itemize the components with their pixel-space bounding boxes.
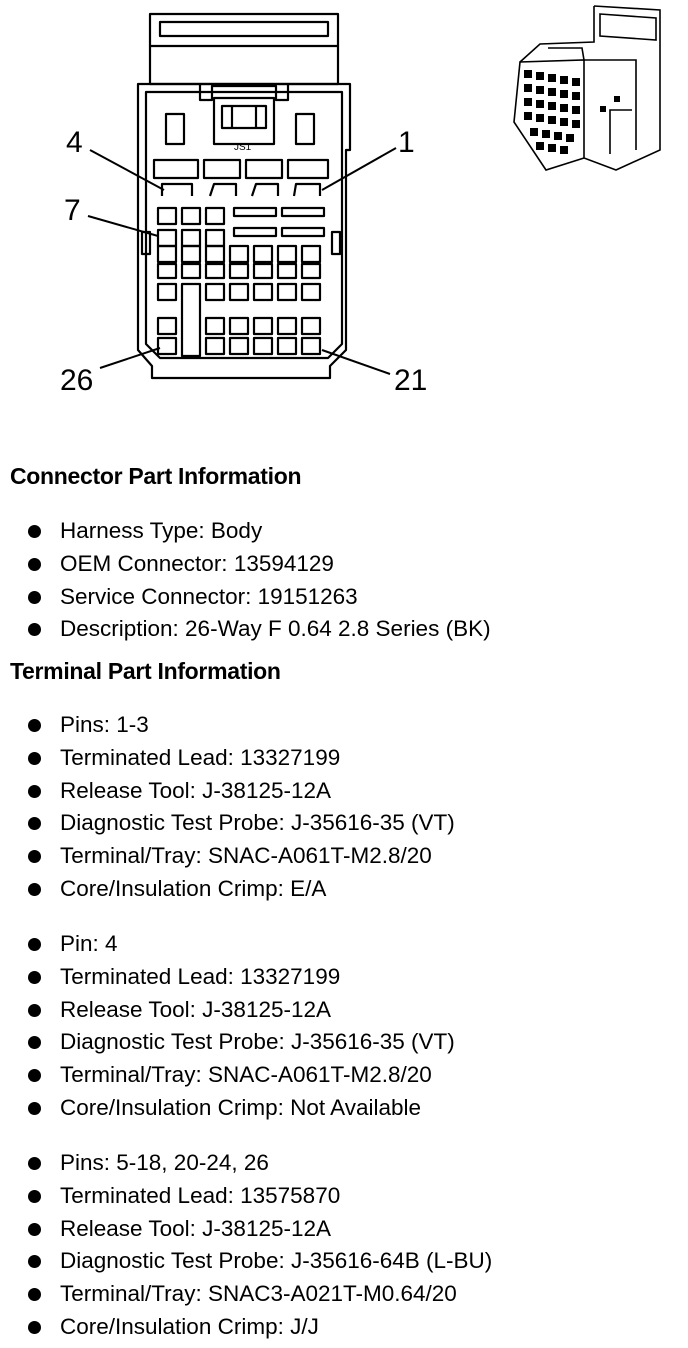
connector-info-heading: Connector Part Information [10,463,302,489]
leader-21 [322,350,390,374]
list-item: Diagnostic Test Probe: J-35616-35 (VT) [0,1026,455,1059]
callout-pin-4: 4 [66,126,83,159]
list-item: Pins: 1-3 [0,709,455,742]
callout-pin-21: 21 [394,364,428,397]
connector-diagram [0,0,688,420]
list-item: Description: 26-Way F 0.64 2.8 Series (BK) [0,613,491,646]
terminal-group-3 [0,1147,492,1344]
bullet-icon [28,1069,41,1082]
list-item: Pins: 5-18, 20-24, 26 [0,1147,492,1180]
list-item: Release Tool: J-38125-12A [0,1213,492,1246]
terminal-group-1 [0,709,455,906]
bullet-icon [28,558,41,571]
list-item: Diagnostic Test Probe: J-35616-64B (L-BU) [0,1245,492,1278]
bullet-icon [28,1036,41,1049]
list-item: Pin: 4 [0,928,455,961]
list-item: Terminated Lead: 13575870 [0,1180,492,1213]
terminal-group-2 [0,928,455,1125]
list-item: Terminated Lead: 13327199 [0,961,455,994]
list-item: Harness Type: Body [0,515,491,548]
bullet-icon [28,850,41,863]
bullet-icon [28,1157,41,1170]
tool-marking: JS1 [234,142,252,153]
bullet-icon [28,1321,41,1334]
bullet-icon [28,752,41,765]
bullet-icon [28,971,41,984]
bullet-icon [28,525,41,538]
right-post [296,114,314,144]
list-item: Release Tool: J-38125-12A [0,994,455,1027]
list-item: Core/Insulation Crimp: E/A [0,873,455,906]
bullet-icon [28,1004,41,1017]
callout-pin-7: 7 [64,194,81,227]
bullet-icon [28,1255,41,1268]
large-cavity-row [154,160,328,196]
list-item: Terminal/Tray: SNAC-A061T-M2.8/20 [0,1059,455,1092]
bullet-icon [28,1288,41,1301]
bullet-icon [28,1190,41,1203]
list-item: Release Tool: J-38125-12A [0,775,455,808]
list-item: Terminal/Tray: SNAC-A061T-M2.8/20 [0,840,455,873]
bullet-icon [28,1102,41,1115]
list-item: Core/Insulation Crimp: Not Available [0,1092,455,1125]
terminal-info-heading: Terminal Part Information [10,658,281,684]
connector-latch-housing [150,14,338,84]
bullet-icon [28,623,41,636]
list-item: Terminated Lead: 13327199 [0,742,455,775]
list-item: Service Connector: 19151263 [0,581,491,614]
small-cavity-grid [158,208,324,356]
list-item: Core/Insulation Crimp: J/J [0,1311,492,1344]
callout-pin-26: 26 [60,364,94,397]
connector-latch-slot [160,22,328,36]
bullet-icon [28,883,41,896]
bullet-icon [28,719,41,732]
connector-isometric-view [514,6,660,170]
bullet-icon [28,938,41,951]
bullet-icon [28,785,41,798]
left-post [166,114,184,144]
bullet-icon [28,817,41,830]
bullet-icon [28,1223,41,1236]
callout-pin-1: 1 [398,126,415,159]
list-item: OEM Connector: 13594129 [0,548,491,581]
leader-1 [322,148,396,190]
leader-7 [88,216,158,236]
connector-info-list [0,515,491,646]
list-item: Terminal/Tray: SNAC3-A021T-M0.64/20 [0,1278,492,1311]
bullet-icon [28,591,41,604]
list-item: Diagnostic Test Probe: J-35616-35 (VT) [0,807,455,840]
